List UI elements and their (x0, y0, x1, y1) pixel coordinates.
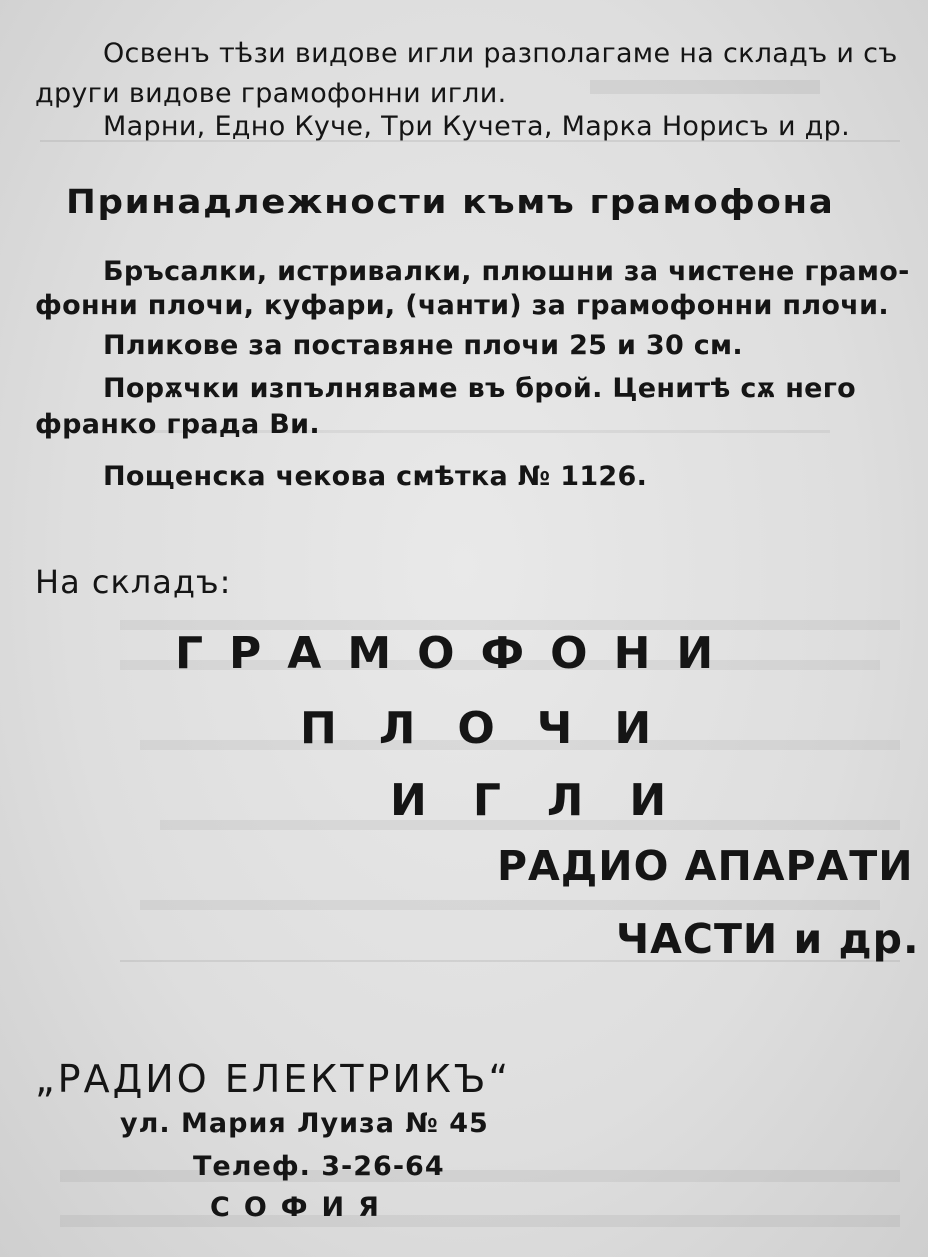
accessories-line-5: франко града Ви. (35, 409, 320, 440)
accessories-line-1: Бръсалки, истривалки, плюшни за чистене грамо- (103, 256, 910, 287)
stock-item-needles: ИГЛИ (390, 775, 713, 826)
accessories-line-2: фонни плочи, куфари, (чанти) за грамофонни плочи. (35, 290, 889, 321)
stock-item-records: ПЛОЧИ (300, 703, 694, 754)
intro-line-2: други видове грамофонни игли. (35, 78, 507, 109)
intro-line-1: Освенъ тѣзи видове игли разполагаме на складъ и съ (103, 38, 898, 69)
company-name: „РАДИО ЕЛЕКТРИКЪ“ (35, 1057, 512, 1101)
accessories-line-3: Пликове за поставяне плочи 25 и 30 см. (103, 330, 743, 361)
stock-item-gramophones: ГРАМОФОНИ (175, 628, 740, 679)
stock-item-parts: ЧАСТИ и др. (616, 915, 920, 963)
company-street: ул. Мария Луиза № 45 (120, 1108, 489, 1139)
stock-item-radio: РАДИО АПАРАТИ (497, 842, 914, 890)
company-city: СОФИЯ (210, 1192, 393, 1223)
accessories-line-4: Порѫчки изпълняваме въ брой. Ценитѣ сѫ него (103, 373, 857, 404)
postal-account-line: Пощенска чекова смѣтка № 1126. (103, 461, 648, 492)
accessories-heading: Принадлежности къмъ грамофона (66, 182, 835, 221)
in-stock-label: На складъ: (35, 563, 232, 601)
company-phone: Телеф. 3-26-64 (193, 1151, 445, 1182)
intro-line-3: Марни, Едно Куче, Три Кучета, Марка Норисъ и др. (103, 111, 850, 142)
